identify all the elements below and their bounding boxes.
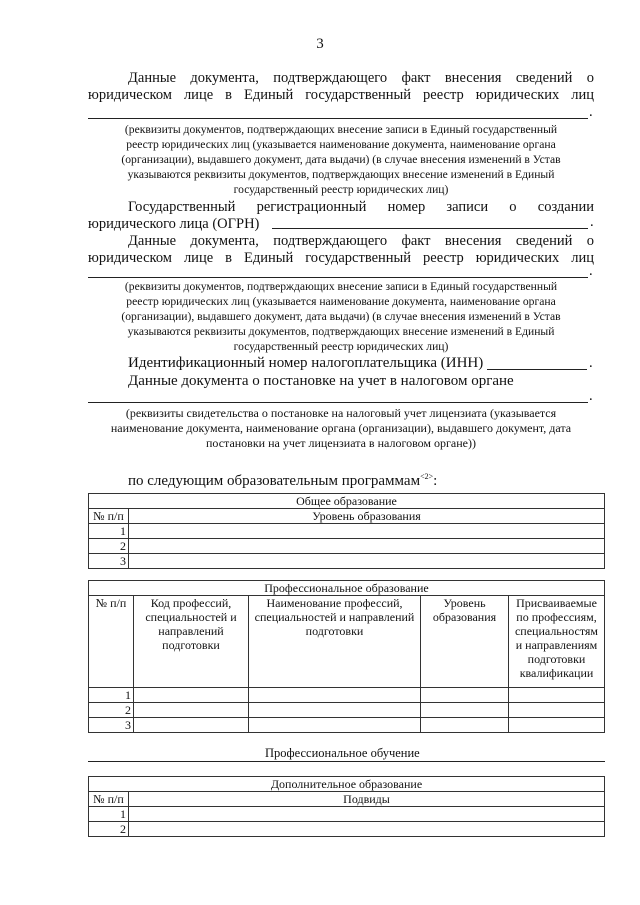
training-fill-line[interactable] xyxy=(88,761,605,762)
block2-note: (реквизиты документов, подтверждающих внесение записи в Единый государственный реестр юридических лиц (указывается наименование документа, наименование органа (организации), выдавшего документ, дата выдачи) (в случае внесения изменений в Устав указываются реквизиты документов, подтверждающих внесение изменений в Единый государственный реестр юридических лиц) xyxy=(121,280,561,353)
ogrn-input-line[interactable] xyxy=(272,228,588,229)
tax-fill-line[interactable] xyxy=(88,402,588,403)
block2-line2: юридическом лице в Единый государственный реестр юридических лиц xyxy=(88,250,594,266)
table-cell[interactable] xyxy=(129,807,605,822)
table-cell[interactable] xyxy=(129,524,605,539)
block1-note: (реквизиты документов, подтверждающих внесение записи в Единый государственный реестр юридических лиц (указывается наименование документа, наименование органа (организации), выдавшего документ, дата выдачи) (в случае внесения изменений в Устав указываются реквизиты документов, подтверждающих внесение изменений в Единый государственный реестр юридических лиц) xyxy=(121,123,561,196)
additional-education-table xyxy=(88,776,605,837)
general-table-title: Общее образование xyxy=(89,494,605,509)
training-title: Профессиональное обучение xyxy=(265,746,420,760)
table-row: 1 xyxy=(89,807,605,822)
table-cell[interactable] xyxy=(129,554,605,569)
table-row: 1 xyxy=(89,524,605,539)
tax-note: (реквизиты свидетельства о постановке на налоговый учет лицензиата (указывается наименование документа, наименование органа (организации), выдавшего документ, дата постановки на учет лицензиата в налоговом органе)) xyxy=(110,406,572,450)
table-cell[interactable] xyxy=(129,822,605,837)
block1-line2: юридическом лице в Единый государственный реестр юридических лиц xyxy=(88,87,594,103)
ogrn-line1: Государственный регистрационный номер записи о создании xyxy=(128,199,594,215)
block1-fill-line[interactable] xyxy=(88,118,588,119)
block1-line1: Данные документа, подтверждающего факт внесения сведений о xyxy=(128,70,594,86)
additional-table-title: Дополнительное образование xyxy=(89,777,605,792)
professional-col-qualification: Присваиваемые по профессиям, специальностям и направлениям подготовки квалификации xyxy=(509,596,605,688)
page-number: 3 xyxy=(316,36,324,52)
general-col-level: Уровень образования xyxy=(129,509,605,524)
tax-label: Данные документа о постановке на учет в налоговом органе xyxy=(128,373,514,389)
ogrn-label: юридического лица (ОГРН) xyxy=(88,216,260,232)
ogrn-dot: . xyxy=(590,214,594,230)
additional-col-subtypes: Подвиды xyxy=(129,792,605,807)
table-row: 2 xyxy=(89,539,605,554)
block2-fill-line[interactable] xyxy=(88,277,588,278)
table-row: 2 xyxy=(89,822,605,837)
table-cell[interactable] xyxy=(129,539,605,554)
professional-table-title: Профессиональное образование xyxy=(89,581,605,596)
block1-dot: . xyxy=(589,104,593,120)
inn-label: Идентификационный номер налогоплательщика (ИНН) xyxy=(128,355,484,371)
table-row: 3 xyxy=(89,554,605,569)
professional-col-level: Уровень образования xyxy=(421,596,509,688)
inn-input-line[interactable] xyxy=(487,369,587,370)
block2-dot: . xyxy=(589,263,593,279)
professional-education-table xyxy=(88,580,605,733)
inn-dot: . xyxy=(589,355,593,371)
block2-line1: Данные документа, подтверждающего факт внесения сведений о xyxy=(128,233,594,249)
table-row: 2 xyxy=(89,703,605,718)
professional-col-name: Наименование профессий, специальностей и направлений подготовки xyxy=(249,596,421,688)
table-row: 3 xyxy=(89,718,605,733)
programs-intro: по следующим образовательным программам$^{<2>}$: xyxy=(128,472,438,489)
tax-dot: . xyxy=(589,388,593,404)
general-education-table xyxy=(88,493,605,569)
general-col-num: № п/п xyxy=(89,509,129,524)
professional-col-code: Код профессий, специальностей и направлений подготовки xyxy=(134,596,249,688)
additional-col-num: № п/п xyxy=(89,792,129,807)
footnote-mark: <2> xyxy=(420,472,434,481)
professional-col-num: № п/п xyxy=(89,596,134,688)
table-row: 1 xyxy=(89,688,605,703)
